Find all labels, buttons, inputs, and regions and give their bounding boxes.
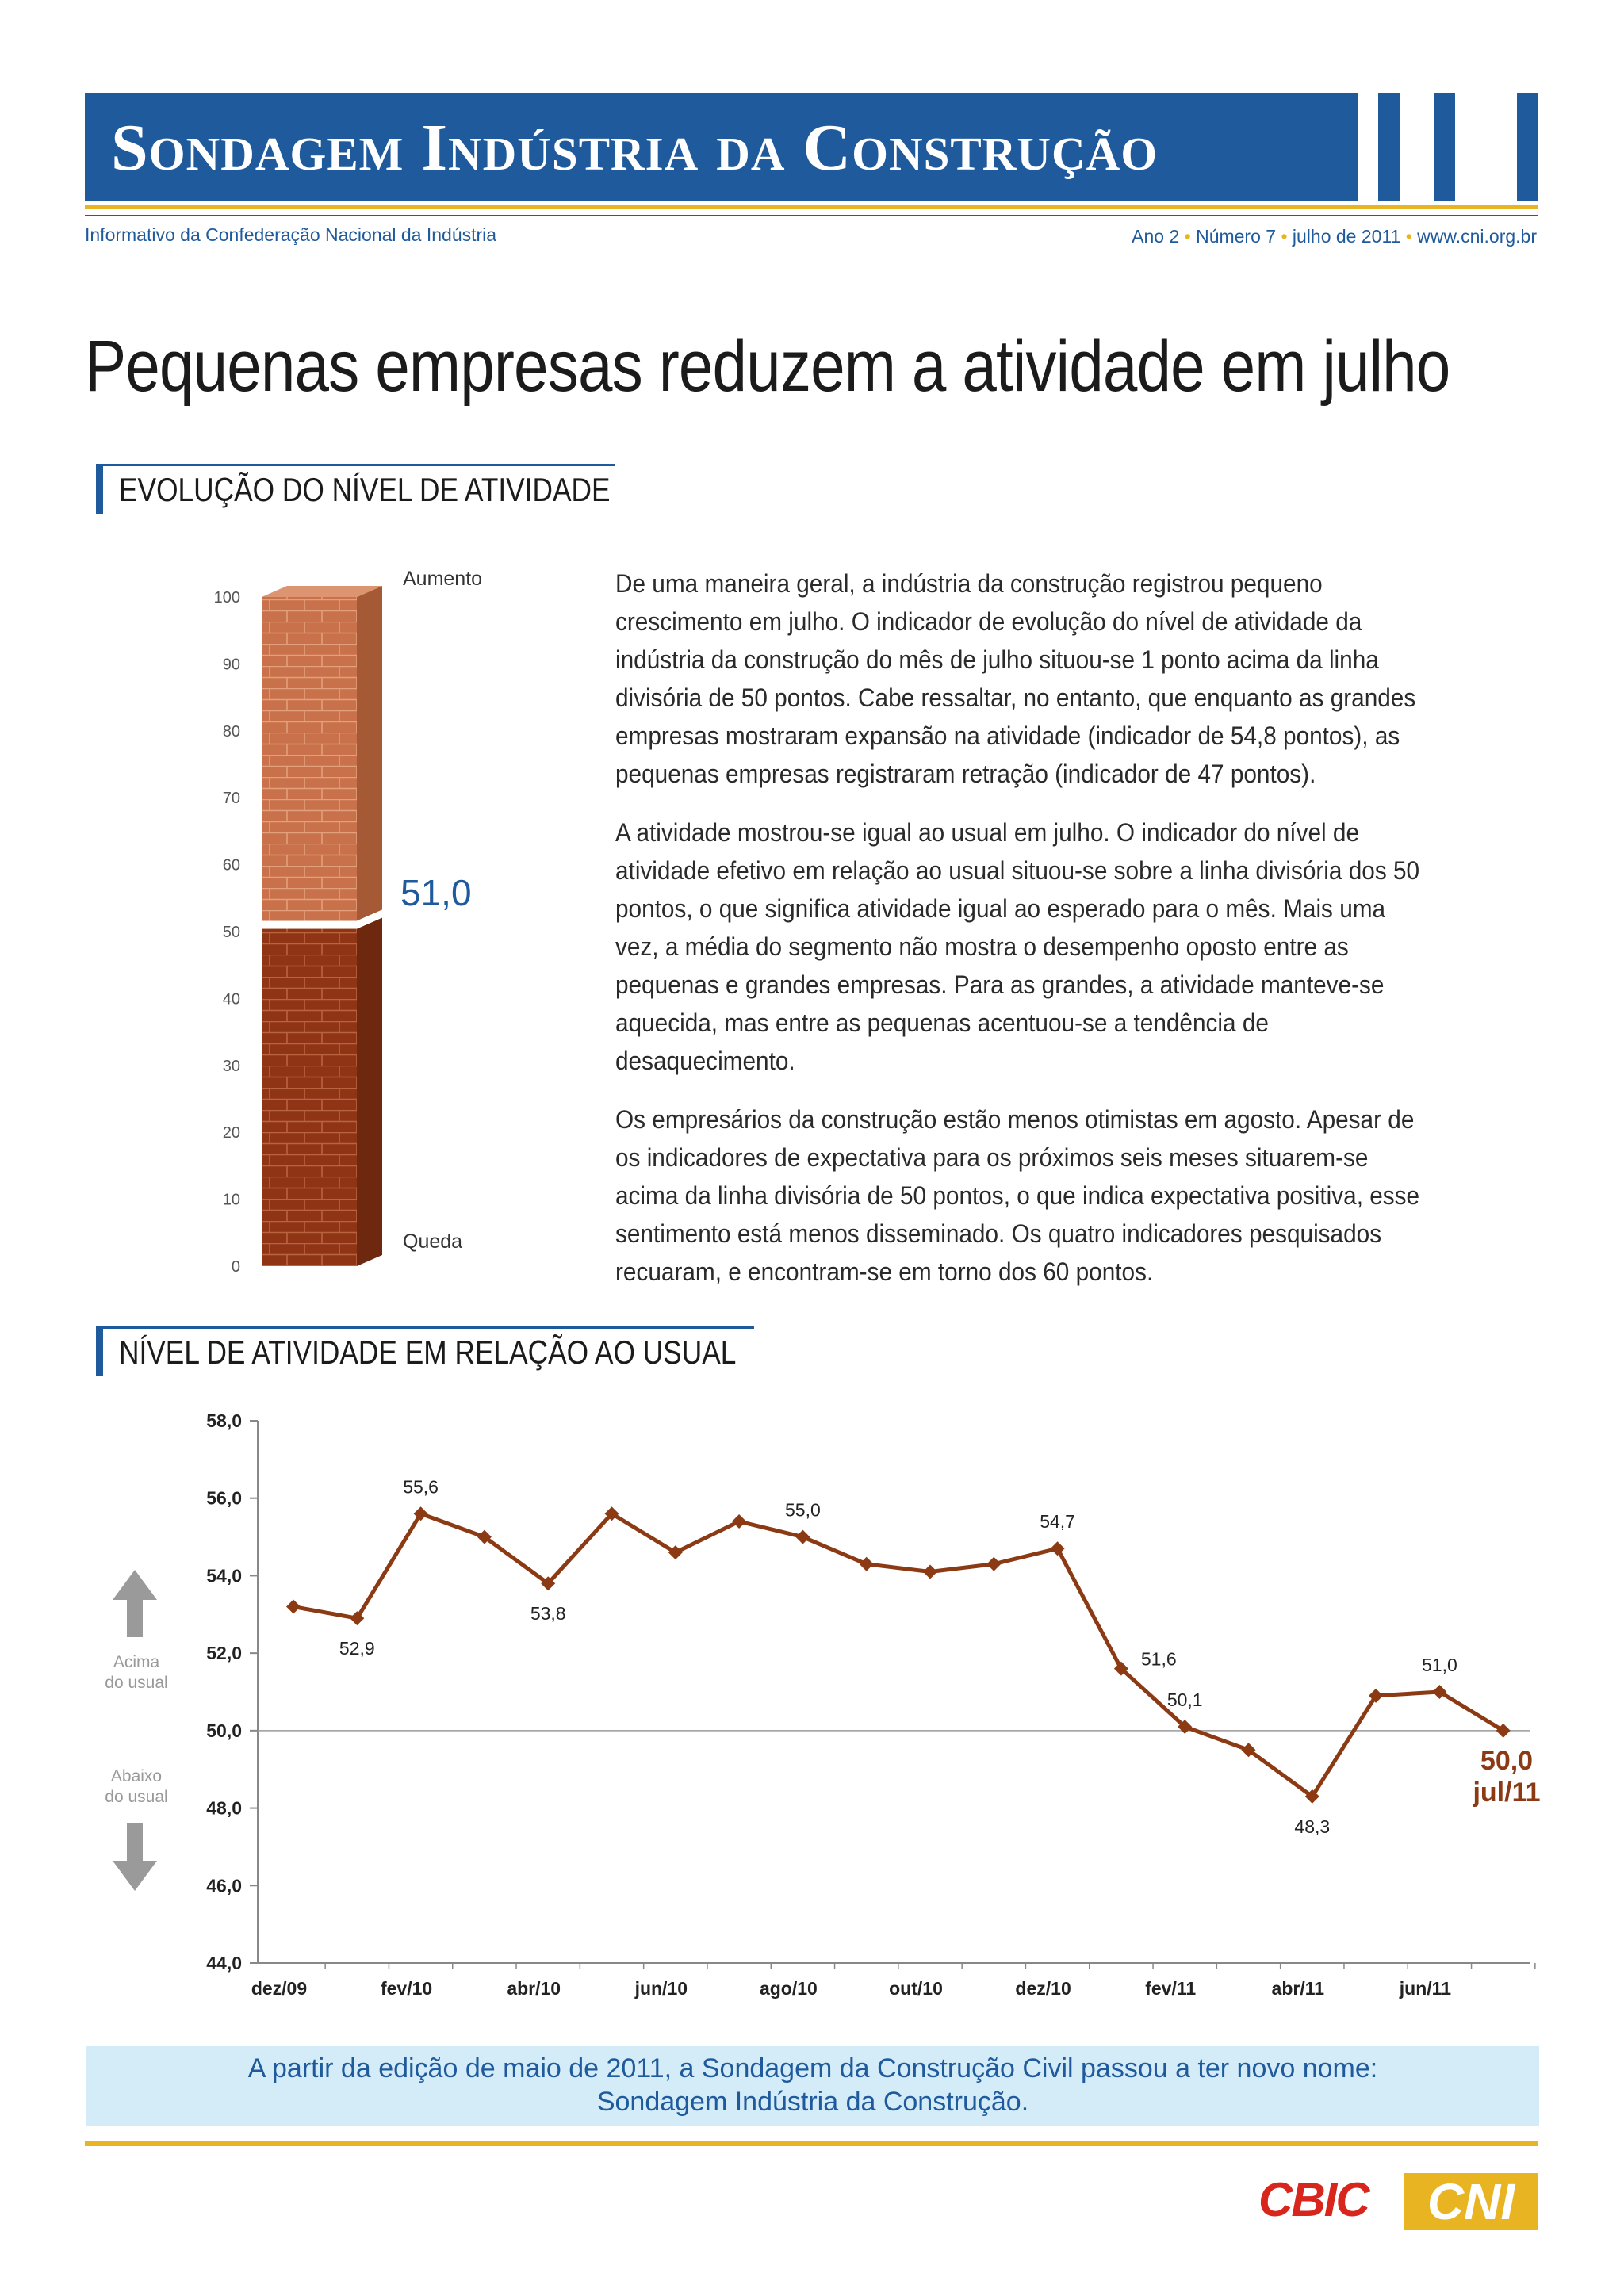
notice-line: [86, 2087, 1539, 2118]
data-label: 53,8: [530, 1603, 566, 1624]
article-paragraph: Os empresários da construção estão menos otimistas em agosto. Apesar de os indicadores de expectativa para os próximos seis meses situarem-se acima da linha divisória de 50 pontos, o que indica expectativa positiva, esse sentimento está menos disseminado. Os quatro indicadores pesquisados recuaram, e encontram-se em torno dos 60 pontos.: [615, 1105, 1420, 1286]
brick-tick-label: 80: [222, 722, 240, 740]
website-link[interactable]: www.cni.org.br: [1417, 226, 1537, 247]
data-label: 51,0: [1422, 1655, 1457, 1675]
issue-number: Número 7: [1196, 226, 1277, 247]
y-tick-label: 48,0: [206, 1797, 242, 1819]
y-tick-label: 58,0: [206, 1410, 242, 1431]
header-stripe-1: [1378, 93, 1400, 201]
header-gold-rule: [85, 205, 1538, 209]
series-line: [293, 1513, 1503, 1797]
brick-tick-label: 100: [213, 589, 240, 607]
publisher-subtitle: Informativo da Confederação Nacional da Indústria: [85, 224, 497, 245]
x-tick-label: dez/10: [1015, 1978, 1071, 1999]
usual-activity-line-chart: [79, 1403, 1546, 2014]
brick-tick-label: 60: [222, 856, 240, 874]
data-label: 52,9: [339, 1638, 375, 1659]
series-point: [860, 1557, 874, 1571]
section-title-evolucao: EVOLUÇÃO DO NÍVEL DE ATIVIDADE: [119, 471, 611, 508]
brick-top-label: Aumento: [403, 568, 483, 590]
below-usual-label: do usual: [105, 1788, 168, 1806]
x-tick-label: out/10: [889, 1978, 943, 1999]
brick-tick-label: 70: [222, 790, 240, 808]
brick-bottom-label: Queda: [403, 1230, 463, 1253]
x-tick-label: fev/10: [380, 1978, 433, 1999]
footer-gold-rule: [85, 2141, 1538, 2146]
above-usual-label: Acima: [113, 1653, 160, 1671]
article-paragraph: De uma maneira geral, a indústria da construção registrou pequeno crescimento em julho. O indicador de evolução do nível de atividade da indústria da construção do mês de julho situou-se 1 ponto acima da linha divisória de 50 pontos. Cabe ressaltar, no entanto, que enquanto as grandes empresas mostraram expansão na atividade (indicador de 54,8 pontos), as pequenas empresas registraram retração (indicador de 47 pontos).: [615, 569, 1416, 788]
brick-tick-label: 90: [222, 656, 240, 674]
issue-info: [1132, 226, 1537, 247]
new-name: Sondagem Indústria da Construção: [596, 2087, 1021, 2117]
x-tick-label: fev/11: [1145, 1978, 1197, 1999]
page-headline: Pequenas empresas reduzem a atividade em julho: [85, 326, 1450, 407]
y-tick-label: 50,0: [206, 1720, 242, 1741]
issue-year: Ano 2: [1132, 226, 1180, 247]
last-date-label: jul/11: [1473, 1777, 1541, 1808]
y-tick-label: 44,0: [206, 1953, 242, 1973]
brick-lower-side: [357, 918, 382, 1266]
cni-logo: CNI: [1427, 2173, 1515, 2230]
brick-tick-label: 30: [222, 1057, 240, 1075]
bullet-icon: •: [1405, 226, 1412, 247]
period: .: [1021, 2087, 1029, 2117]
section-marker: [96, 1329, 103, 1376]
brick-tick-label: 20: [222, 1124, 240, 1142]
section-rule: [96, 1326, 754, 1329]
above-usual-label: do usual: [105, 1674, 168, 1692]
series-point: [286, 1600, 301, 1614]
data-label: 51,6: [1140, 1648, 1177, 1670]
y-tick-label: 54,0: [206, 1565, 242, 1586]
x-tick-label: jun/11: [1399, 1978, 1452, 1999]
bullet-icon: •: [1184, 226, 1191, 247]
arrow-down-icon: [113, 1823, 157, 1891]
x-tick-label: jun/10: [634, 1978, 688, 1999]
arrow-up-icon: [113, 1570, 157, 1637]
data-label: 55,0: [785, 1499, 821, 1521]
series-point: [986, 1557, 1001, 1571]
brick-tick-label: 10: [222, 1191, 240, 1209]
cbic-logo: CBIC: [1258, 2173, 1369, 2226]
brick-tick-label: 40: [222, 990, 240, 1008]
publication-title: Sondagem Indústria da Construção: [111, 111, 1159, 185]
series-point: [923, 1565, 937, 1579]
brick-tick-label: 0: [231, 1258, 240, 1276]
series-point: [1051, 1541, 1065, 1556]
data-label: 50,1: [1166, 1689, 1203, 1710]
series-point: [795, 1530, 810, 1544]
article-paragraph: A atividade mostrou-se igual ao usual em julho. O indicador do nível de atividade efetivo em relação ao usual situou-se sobre a linha divisória dos 50 pontos, o que significa atividade igual ao esperado para o mês. Mais uma vez, a média do segmento não mostra o desempenho oposto entre as pequenas e grandes empresas. Para as grandes, a atividade manteve-se aquecida, mas entre as pequenas acentuou-se a tendência de desaquecimento.: [615, 818, 1420, 1075]
below-usual-label: Abaixo: [110, 1767, 163, 1785]
article-body: [615, 564, 1434, 1311]
brick-upper-side: [357, 586, 382, 921]
series-point: [732, 1514, 746, 1529]
section-marker: [96, 466, 103, 514]
x-tick-label: dez/09: [251, 1978, 308, 1999]
y-tick-label: 52,0: [206, 1643, 242, 1664]
y-tick-label: 56,0: [206, 1487, 242, 1509]
brick-value-label: 51,0: [400, 872, 472, 913]
section-title-nivel-usual: NÍVEL DE ATIVIDADE EM RELAÇÃO AO USUAL: [119, 1334, 737, 1371]
activity-level-chart: [182, 555, 531, 1284]
x-tick-label: ago/10: [759, 1978, 818, 1999]
brick-lower-face: [262, 929, 357, 1266]
y-tick-label: 46,0: [206, 1875, 242, 1896]
bullet-icon: •: [1281, 226, 1288, 247]
header-stripe-2: [1434, 93, 1455, 201]
issue-date: julho de 2011: [1292, 226, 1401, 247]
header-stripe-3: [1517, 93, 1538, 201]
brick-upper-face: [262, 597, 357, 921]
section-rule: [96, 464, 615, 466]
data-label: 55,6: [403, 1476, 439, 1498]
brick-tick-label: 50: [222, 924, 240, 941]
notice-line: A partir da edição de maio de 2011, a Sondagem da Construção Civil passou a ter novo nome:: [247, 2053, 1378, 2084]
data-label: 54,7: [1040, 1511, 1075, 1533]
x-tick-label: abr/10: [507, 1978, 561, 1999]
header-blue-rule: [85, 215, 1538, 216]
x-tick-label: abr/11: [1271, 1978, 1325, 1999]
data-label: 48,3: [1294, 1816, 1331, 1837]
last-value-label: 50,0: [1480, 1746, 1534, 1776]
